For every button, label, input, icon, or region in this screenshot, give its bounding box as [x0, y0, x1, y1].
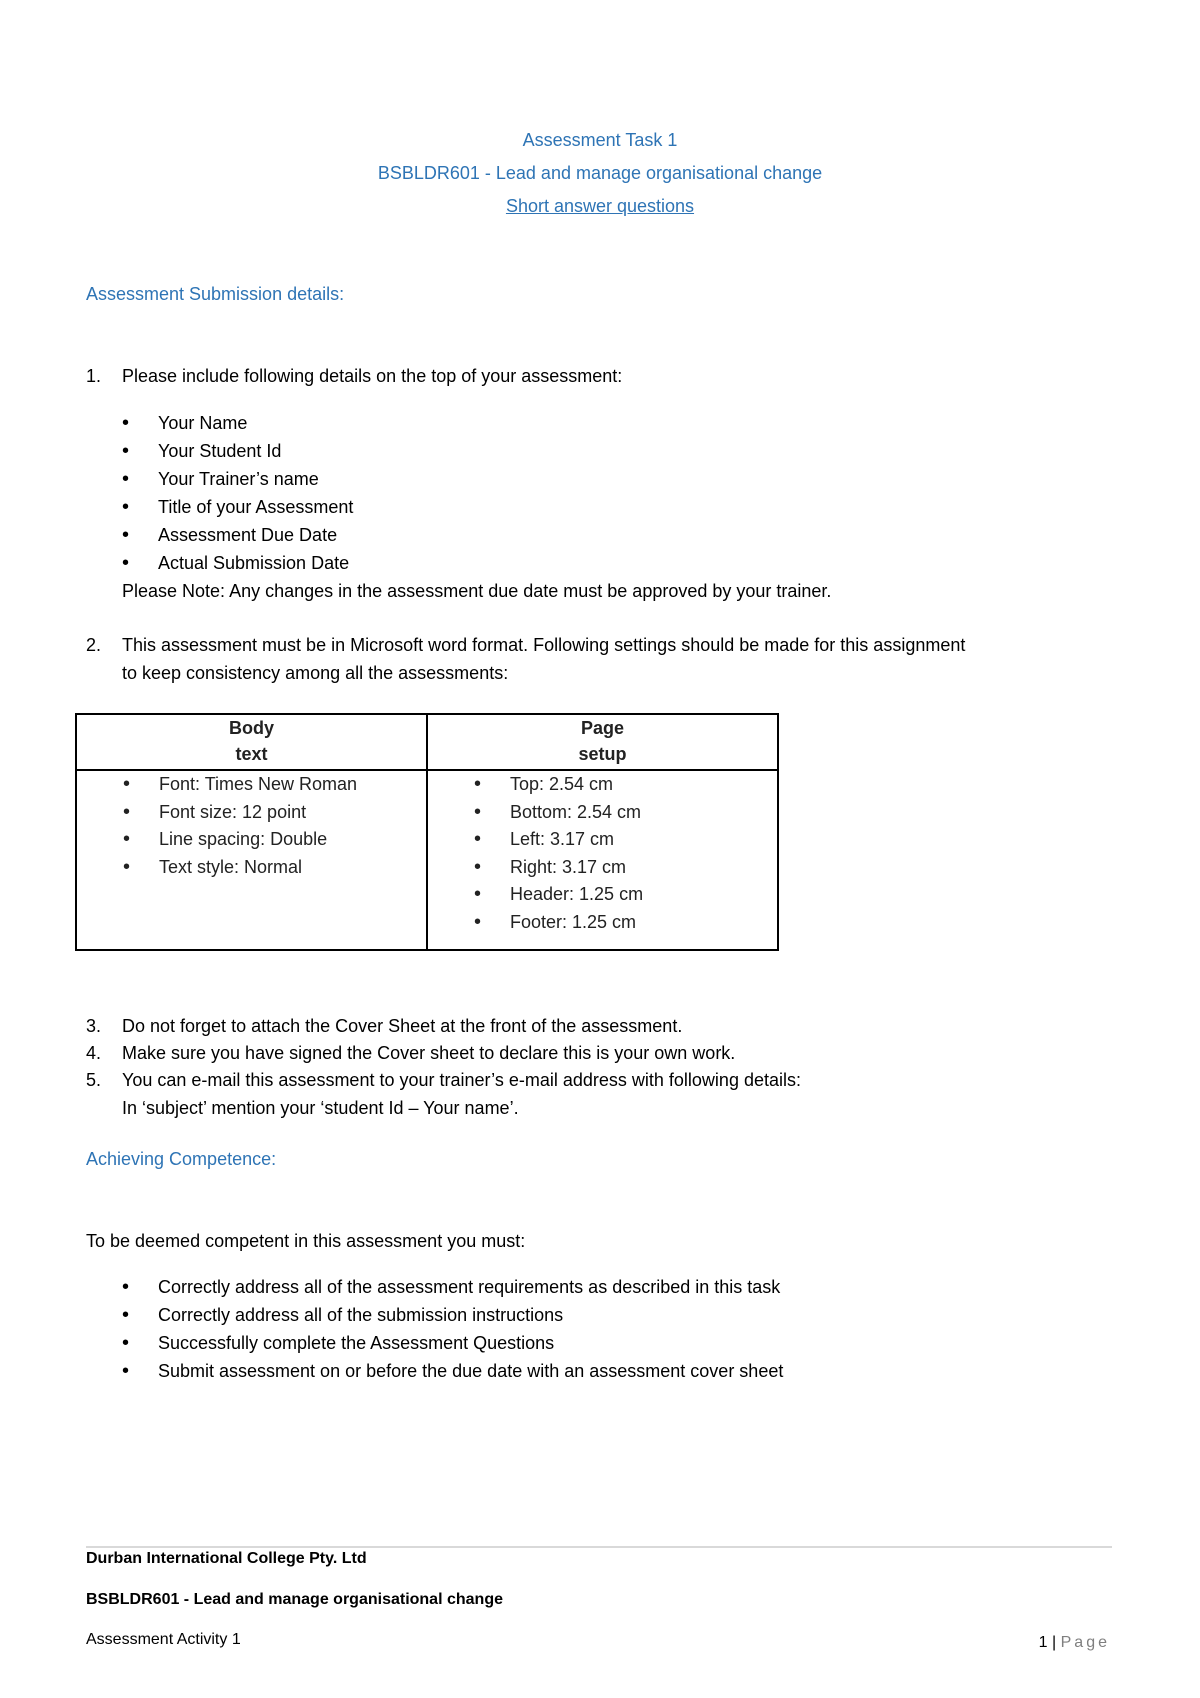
list-item: • Font: Times New Roman — [123, 771, 426, 799]
document-title: Assessment Task 1 — [522, 130, 678, 150]
competence-intro: To be deemed competent in this assessment you must: — [86, 1231, 526, 1251]
item-text: Do not forget to attach the Cover Sheet at the front of the assessment. — [122, 1016, 683, 1036]
item-text-line-2: to keep consistency among all the assessments: — [122, 663, 509, 683]
table-header-page-setup — [427, 714, 778, 770]
header-line: setup — [578, 744, 627, 764]
page-number-separator: | — [1052, 1634, 1057, 1651]
item-text-line-1: This assessment must be in Microsoft word format. Following settings should be made for this assignment — [122, 635, 966, 655]
submission-details-heading: Assessment Submission details: — [86, 284, 345, 304]
list-item: • Your Name — [122, 409, 353, 437]
item-text-line-2: In ‘subject’ mention your ‘student Id – Your name’. — [122, 1098, 519, 1118]
list-item: • Successfully complete the Assessment Questions — [122, 1329, 783, 1357]
item-number: 1. — [86, 366, 102, 386]
due-date-note: Please Note: Any changes in the assessment due date must be approved by your trainer. — [122, 581, 832, 601]
achieving-competence-heading: Achieving Competence: — [86, 1149, 277, 1169]
list-item: • Assessment Due Date — [122, 521, 353, 549]
header-line: text — [235, 744, 268, 764]
list-item: • Top: 2.54 cm — [474, 771, 777, 799]
short-answer-questions-link[interactable]: Short answer questions — [505, 196, 695, 216]
document-subtitle: BSBLDR601 - Lead and manage organisational change — [377, 163, 823, 183]
page-setup-settings-cell — [427, 770, 778, 950]
item-number: 4. — [86, 1043, 102, 1063]
section-link-wrapper — [0, 196, 1200, 217]
list-item: • Actual Submission Date — [122, 549, 353, 577]
list-item: • Left: 3.17 cm — [474, 826, 777, 854]
list-item: • Right: 3.17 cm — [474, 854, 777, 882]
body-text-settings-cell — [76, 770, 427, 950]
item-text-line-1: You can e-mail this assessment to your trainer’s e-mail address with following details: — [122, 1070, 801, 1090]
item-number: 3. — [86, 1016, 102, 1036]
footer-activity: Assessment Activity 1 — [86, 1631, 241, 1648]
table-header-body-text — [76, 714, 427, 770]
format-settings-table — [75, 713, 779, 951]
page-number — [1039, 1634, 1110, 1652]
competence-criteria-list — [122, 1273, 783, 1385]
list-item: • Footer: 1.25 cm — [474, 909, 777, 937]
item-text: Make sure you have signed the Cover sheet to declare this is your own work. — [122, 1043, 736, 1063]
list-item: • Header: 1.25 cm — [474, 881, 777, 909]
list-item: • Title of your Assessment — [122, 493, 353, 521]
list-item: • Font size: 12 point — [123, 799, 426, 827]
list-item: • Line spacing: Double — [123, 826, 426, 854]
list-item: • Correctly address all of the submission instructions — [122, 1301, 783, 1329]
header-line: Page — [580, 718, 625, 738]
item-number: 5. — [86, 1070, 102, 1090]
footer-unit-title: BSBLDR601 - Lead and manage organisational change — [86, 1591, 503, 1608]
footer-college-name: Durban International College Pty. Ltd — [86, 1550, 367, 1567]
list-item: • Text style: Normal — [123, 854, 426, 882]
item-text: Please include following details on the top of your assessment: — [122, 366, 623, 386]
list-item: • Bottom: 2.54 cm — [474, 799, 777, 827]
list-item: • Submit assessment on or before the due date with an assessment cover sheet — [122, 1357, 783, 1385]
list-item: • Your Student Id — [122, 437, 353, 465]
item-number: 2. — [86, 635, 102, 655]
list-item: • Correctly address all of the assessment requirements as described in this task — [122, 1273, 783, 1301]
page-label: Page — [1060, 1634, 1110, 1651]
required-details-list — [122, 409, 353, 577]
header-line: Body — [229, 718, 274, 738]
footer-rule — [86, 1546, 1112, 1548]
page-number-value: 1 — [1038, 1634, 1048, 1651]
list-item: • Your Trainer’s name — [122, 465, 353, 493]
